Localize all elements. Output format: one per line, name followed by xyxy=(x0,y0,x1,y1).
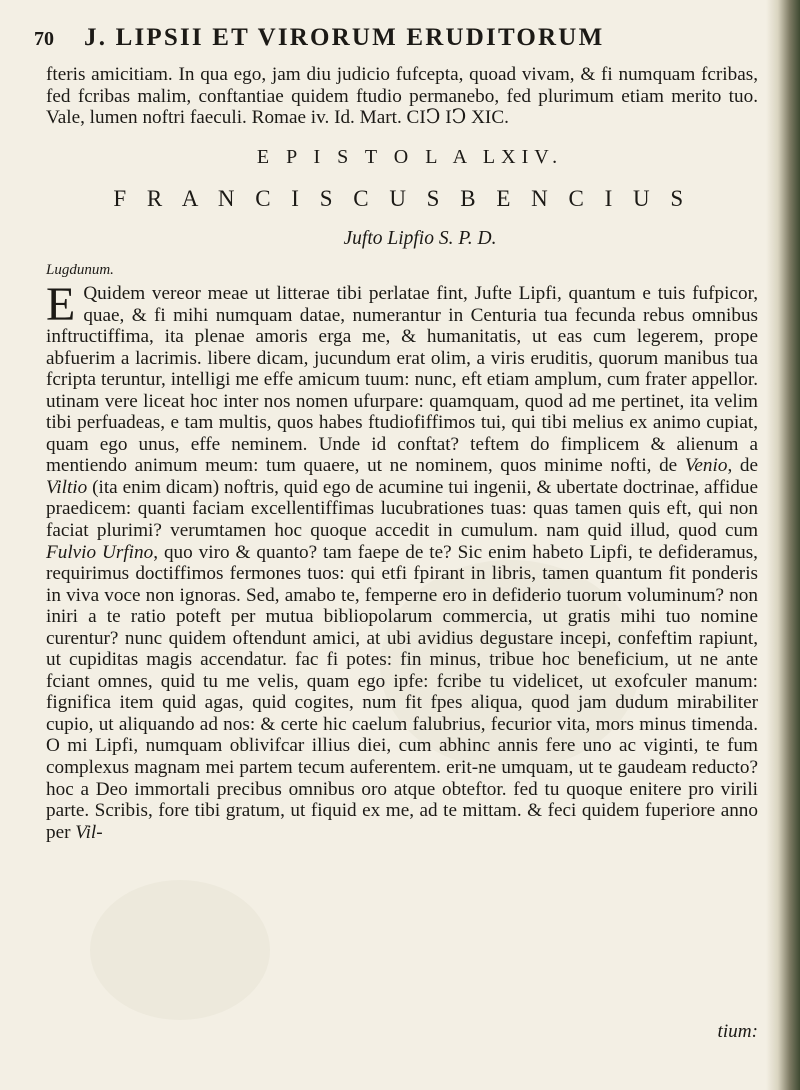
epistola-title: E P I S T O L A LXIV. xyxy=(256,146,564,168)
letter-body xyxy=(46,278,759,843)
letter-text: , quo viro & quanto? tam faepe de te? Sic enim habeto Lipfi, te defideramus, requirimus doctiffimos fermones tuos: qui etfi fpirant in libris, tamen quantum fit ponderis in viva voce non ignoras. Sed, amabo te, femperne ero in defiderio tuorum voluminum? non iniri a te ratio poteft per mutua bibliopolarum commercia, ut gratis mihi tuo nomine curentur? nunc quidem oftendunt amici, at ubi avidius degustare incepi, confeftim rapiunt, ut cupiditas magis accendatur. fac fi potes: fin minus, tribue hoc beneficium, ut ne ante fciant omnes, quid tu me velis, quam ego ipfe: fcribe tu videlicet, ut exofculer manum: fignifica item quid agas, quid cogites, num fit fpes aliqua, quod jam dudum mirabiliter cupio, ut aliquando ad nos: & certe hic caelum falubrius, fecurior vita, mors minus timenda. O mi Lipfi, numquam oblivifcar illius diei, cum abhinc annis fere uno ac viginti, te fum complexus magnam mei partem tecum auferentem. erit-ne umquam, ut te gaudeam reducto? hoc a Deo immortali precibus omnibus oro atque obteftor. fed tu quoque enitere pro virili parte. Scribis, fore tibi gratum, ut fiquid ex me, ad te mittam. & feci quidem fuperiore anno per xyxy=(46,541,758,843)
name-vil: Vil- xyxy=(75,821,103,843)
letter-text: (ita enim dicam) noftris, quid ego de acumine tui ingenii, & ubertate doctrinae, affidue praedicem: quanti faciam excellentiffimas lucubrationes tuas: quas tamen quis eft, qui non faciat plurimi? verumtamen hoc quoque accedit in cumulum. nam quid illud, quod cum xyxy=(46,476,759,542)
running-head: J. LIPSII ET VIRORUM ERUDITORUM xyxy=(84,24,605,51)
name-venius: Venio xyxy=(684,455,728,477)
catchword: tium: xyxy=(717,1021,758,1042)
epistola-place: Lugdunum. xyxy=(46,262,114,278)
name-viltius: Viltio xyxy=(46,476,88,498)
paper-stain xyxy=(90,880,270,1020)
letter-text: , de xyxy=(727,455,759,477)
drop-cap: E xyxy=(46,278,76,331)
previous-letter-ending: fteris amicitiam. In qua ego, jam diu judicio fufcepta, quoad vivam, & fi numquam fcribas, fed fcribas malim, conftantiae quidem ftudio permanebo, fed plurimum etiam merito tuo. Vale, lumen noftri faeculi. Romae iv. Id. Mart. CIↃ IↃ XIC. xyxy=(46,64,758,128)
name-fulvius-ursinus: Fulvio Urfino xyxy=(46,541,154,563)
page-number: 70 xyxy=(34,28,54,50)
page-header xyxy=(34,24,754,56)
epistola-sender: F R A N C I S C U S B E N C I U S xyxy=(113,186,691,211)
letter-text: Quidem vereor meae ut litterae tibi perlatae fint, Jufte Lipfi, quantum e tuis fufpicor, quae, & fi mihi numquam datae, numerantur in Centuria tua fecunda rebus omnibus inftructiffima, ita plenae amoris erga me, & humanitatis, ut eas cum legerem, prope abfuerim a lacrimis. libere dicam, jucundum erat olim, a viris eruditis, quorum manibus tua fcripta teruntur, intelligi me effe amicum tuum: nunc, eft etiam amplum, cum frater appellor. utinam vere liceat hoc inter nos nomen ufurpare: quamquam, quod ad me pertinet, ita velim tibi perfuadeas, e tam multis, quos habes ftudiofiffimos tui, qui tibi melius ex animo cupiat, quam ego unus, effe neminem. Unde id conftat? teftem do fimplicem & alienum a mentiendo animum meum: tum quaere, ut ne nominem, quos minime nofti, de xyxy=(46,283,758,477)
epistola-recipient: Jufto Lipfio S. P. D. xyxy=(343,228,497,249)
binding-edge xyxy=(766,0,800,1090)
